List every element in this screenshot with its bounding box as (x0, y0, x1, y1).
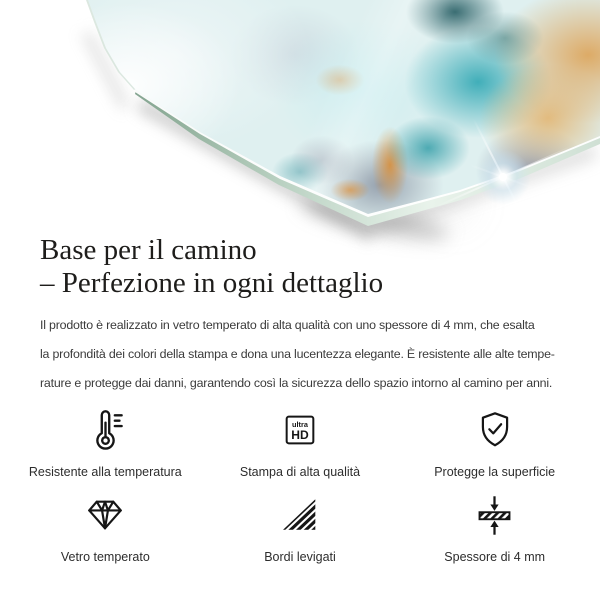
feature-polished-edges (203, 492, 398, 564)
description-line: Il prodotto è realizzato in vetro temperato di alta qualità con uno spessore di 4 mm, che esalta (40, 318, 535, 332)
ultra-hd-icon (203, 407, 398, 453)
product-photo (0, 0, 600, 232)
feature-label: Vetro temperato (60, 550, 150, 564)
feature-tempered-glass (8, 492, 203, 564)
feature-label: Bordi levigati (264, 550, 336, 564)
thermometer-icon (8, 407, 203, 453)
hd-text: HD (291, 427, 309, 442)
feature-grid (0, 407, 600, 564)
polished-edges-icon (203, 492, 398, 538)
thickness-arrows-icon (397, 492, 592, 538)
product-description (40, 311, 560, 398)
diamond-icon (8, 492, 203, 538)
feature-label: Stampa di alta qualità (239, 465, 361, 479)
title-line-1: Base per il camino (40, 234, 257, 266)
feature-print-quality (203, 407, 398, 479)
sparkle-core (499, 173, 507, 181)
feature-label: Resistente alla temperatura (28, 465, 182, 479)
title-line-2: – Perfezione in ogni dettaglio (40, 267, 384, 299)
shield-check-icon (397, 407, 592, 453)
feature-thickness (397, 492, 592, 564)
description-line: la profondità dei colori della stampa e dona una lucentezza elegante. È resistente alle alte tempe- (40, 347, 555, 361)
description-line: rature e protegge dai danni, garantendo così la sicurezza dello spazio intorno al camino per anni. (40, 376, 553, 390)
feature-label: Protegge la superficie (434, 465, 556, 479)
page-title (40, 234, 600, 300)
feature-label: Spessore di 4 mm (444, 550, 546, 564)
feature-temperature (8, 407, 203, 479)
ultra-text: ultra (292, 420, 308, 430)
feature-surface-protection (397, 407, 592, 479)
